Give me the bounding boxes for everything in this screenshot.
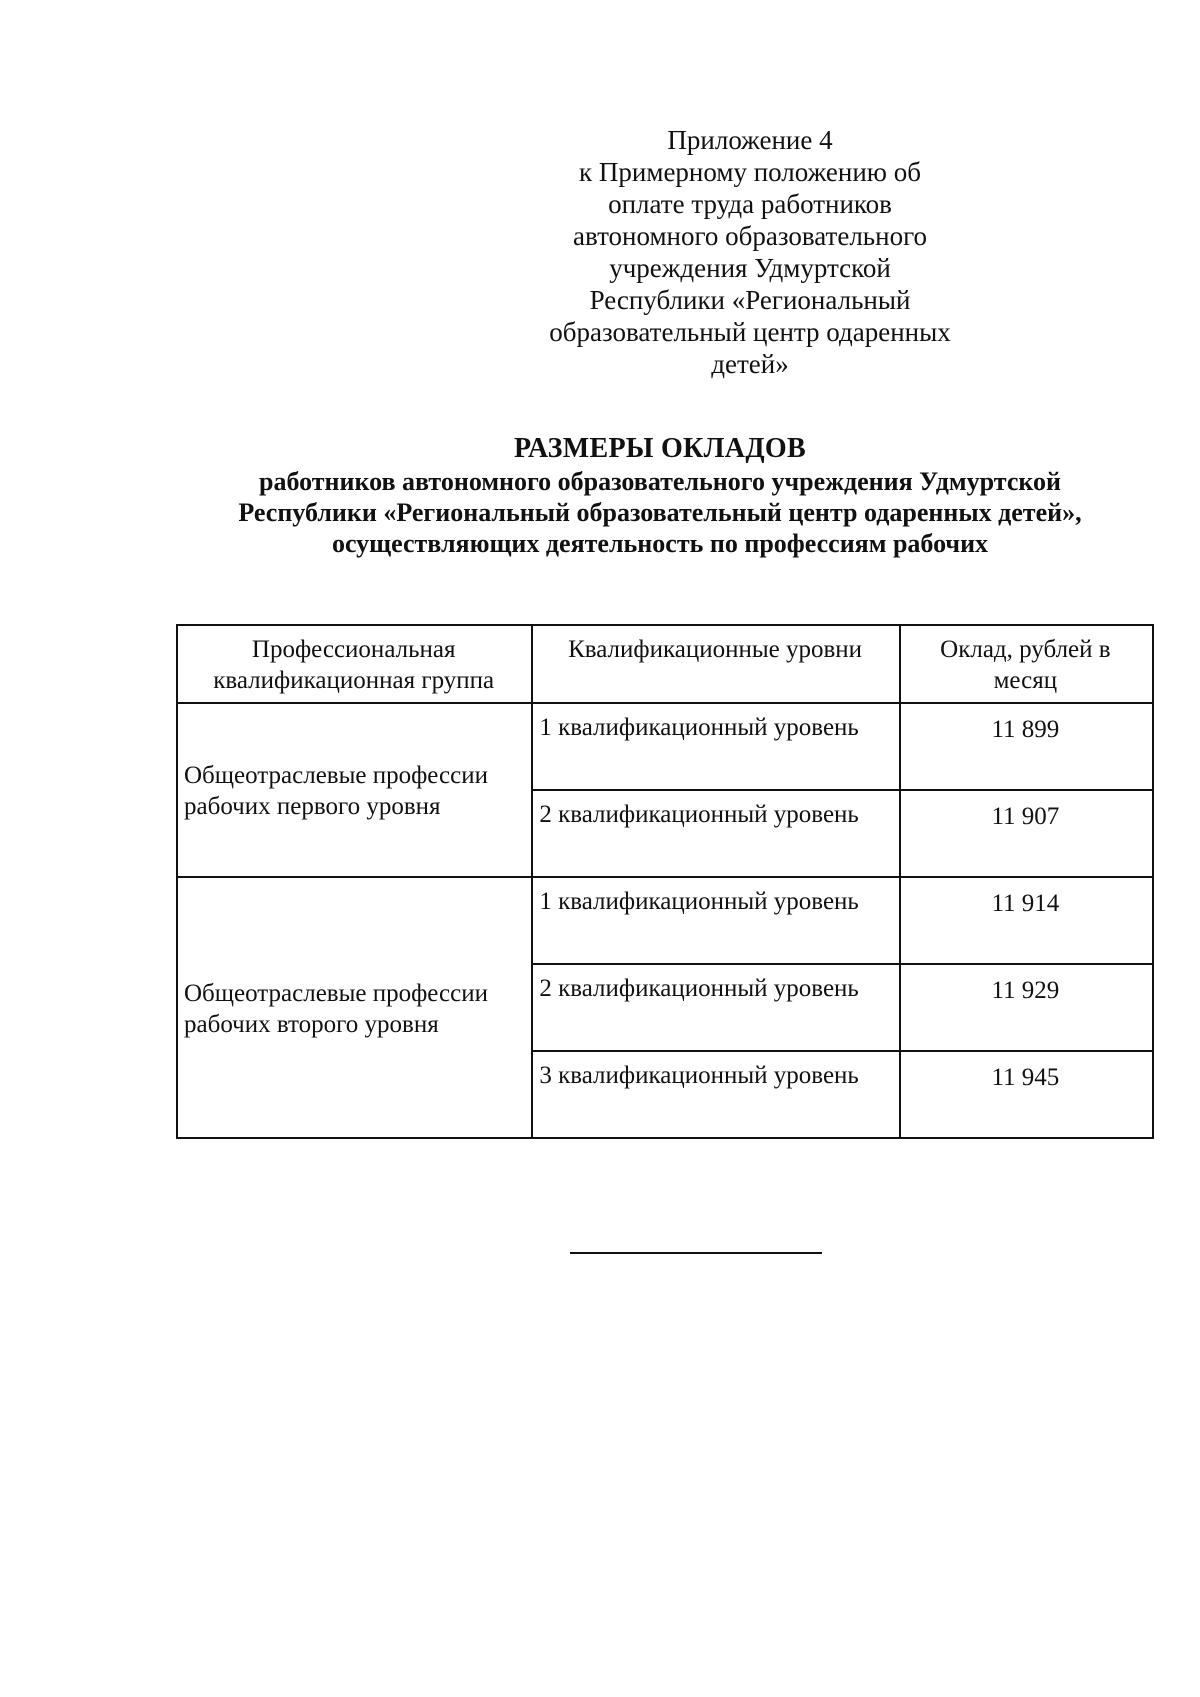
document-title: [160, 432, 1160, 559]
level-cell: 1 квалификационный уровень: [532, 703, 899, 790]
title-sub-line: осуществляющих деятельность по профессиям рабочих: [331, 529, 989, 558]
table-header-row: [177, 625, 1153, 703]
level-cell: 3 квалификационный уровень: [532, 1051, 899, 1138]
salary-cell: 11 914: [900, 877, 1153, 964]
appendix-line: автономного образовательного: [573, 221, 927, 251]
end-rule: [570, 1252, 822, 1254]
group-cell: Общеотраслевые профессии рабочих первого уровня: [177, 703, 532, 877]
salary-cell: 11 929: [900, 964, 1153, 1051]
appendix-line: Приложение 4: [667, 125, 833, 155]
group-cell: Общеотраслевые профессии рабочих второго уровня: [177, 877, 532, 1138]
level-cell: 1 квалификационный уровень: [532, 877, 899, 964]
header-group: Профессиональная квалификационная группа: [177, 625, 532, 703]
appendix-line: Республики «Региональный: [589, 285, 911, 315]
table-row: [177, 877, 1153, 964]
appendix-line: к Примерному положению об: [579, 157, 921, 187]
appendix-line: образовательный центр одаренных: [549, 317, 951, 347]
appendix-line: детей»: [711, 349, 789, 379]
salary-cell: 11 945: [900, 1051, 1153, 1138]
title-sub-line: работников автономного образовательного учреждения Удмуртской: [258, 467, 1061, 496]
table-row: [177, 703, 1153, 790]
appendix-line: учреждения Удмуртской: [609, 253, 891, 283]
appendix-line: оплате труда работников: [608, 189, 892, 219]
title-sub-line: Республики «Региональный образовательный центр одаренных детей»,: [238, 498, 1082, 527]
level-cell: 2 квалификационный уровень: [532, 790, 899, 877]
salary-cell: 11 907: [900, 790, 1153, 877]
salary-cell: 11 899: [900, 703, 1153, 790]
level-cell: 2 квалификационный уровень: [532, 964, 899, 1051]
title-main: РАЗМЕРЫ ОКЛАДОВ: [514, 433, 806, 464]
header-salary: Оклад, рублей в месяц: [900, 625, 1153, 703]
header-level: Квалификационные уровни: [532, 625, 899, 703]
appendix-note: [460, 124, 1040, 380]
salary-table: [176, 624, 1154, 1139]
